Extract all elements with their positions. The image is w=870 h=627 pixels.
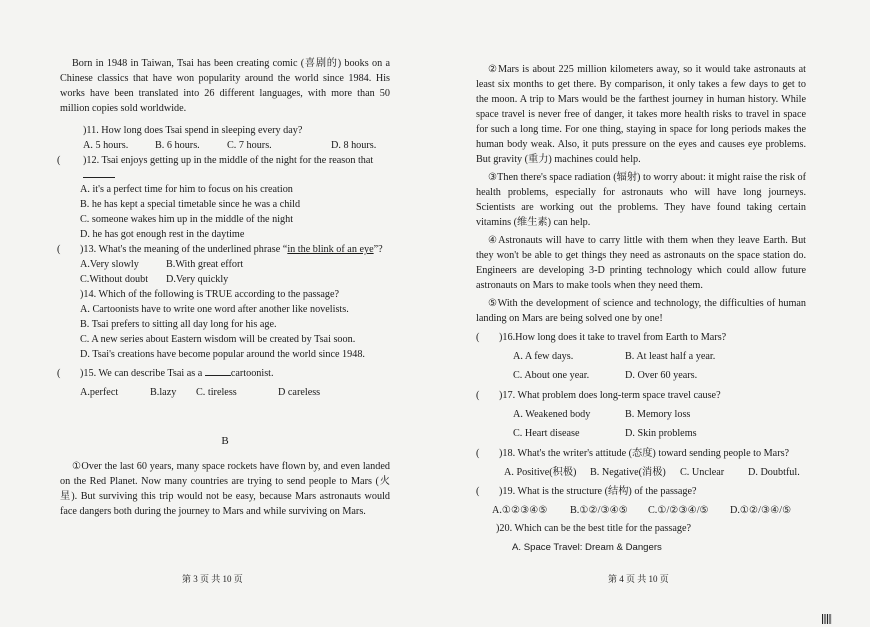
q16-options-row-1: [476, 349, 806, 364]
q18-option-c: C. Unclear: [680, 467, 725, 478]
q12-option-d: D. he has got enough rest in the daytime: [80, 229, 245, 240]
right-content: [476, 62, 806, 555]
q17-option-c: C. Heart disease: [513, 428, 580, 439]
question-16: [476, 330, 806, 345]
q20-option-a: A. Space Travel: Dream & Dangers: [512, 542, 662, 553]
qr-code-icon: [822, 614, 832, 624]
q17-options-row-1: [476, 407, 806, 422]
q15-option-c: C. tireless: [196, 387, 237, 398]
q14-option-b: B. Tsai prefers to sitting all day long for his age.: [80, 319, 277, 330]
q13-option-d: D.Very quickly: [166, 274, 229, 285]
question-18-stem: )18. What's the writer's attitude (态度) toward sending people to Mars?: [499, 448, 790, 459]
question-19-stem: )19. What is the structure (结构) of the passage?: [499, 486, 697, 497]
question-12: [57, 153, 390, 168]
question-17: [476, 388, 806, 403]
q19-option-c: C.①/②③④/⑤: [648, 505, 709, 516]
passage-b-paragraph-3: ③Then there's space radiation (辐射) to worry about: it might raise the risk of health problems, especially for astronauts who will have long journeys. Scientists are working out the problems. They have found taking certain vitamins (维生素) can help.: [476, 172, 806, 228]
q14-option-c: C. A new series about Eastern wisdom will be created by Tsai soon.: [80, 334, 356, 345]
q18-option-d: D. Doubtful.: [748, 467, 800, 478]
q19-option-d: D.①②/③④/⑤: [730, 505, 792, 516]
question-20-stem: )20. Which can be the best title for the passage?: [496, 523, 691, 534]
left-content: [57, 56, 390, 519]
q16-paren: (: [476, 332, 480, 343]
passage-b-paragraph-4: ④Astronauts will have to carry little with them when they leave Earth. But they won't be able to get things they need as astronauts on the space station do. Engineers are developing 3-D printing technology which could allow future astronauts on Mars to make tools when they need them.: [476, 235, 806, 291]
q12-answer-blank: [60, 168, 390, 182]
question-15-stem: [80, 366, 274, 381]
q11-option-d: D. 8 hours.: [331, 140, 377, 151]
passage-b-paragraph-5: ⑤With the development of science and technology, the difficulties of human landing on Mars are being solved one by one!: [476, 298, 806, 324]
q16-option-b: B. At least half a year.: [625, 351, 716, 362]
q15-paren: (: [57, 368, 61, 379]
q12-option-b: B. he has kept a special timetable since he was a child: [80, 199, 301, 210]
q12-paren: (: [57, 155, 61, 166]
q18-options: [476, 465, 806, 480]
q19-paren: (: [476, 486, 480, 497]
question-16-stem: )16.How long does it take to travel from Earth to Mars?: [499, 332, 727, 343]
q13-underlined-phrase: in the blink of an eye: [287, 244, 374, 255]
q15-option-b: B.lazy: [150, 387, 177, 398]
q13-stem-pre: )13. What's the meaning of the underlined phrase “: [80, 244, 288, 255]
q13-option-a: A.Very slowly: [80, 259, 139, 270]
q17-options-row-2: [476, 426, 806, 441]
q17-option-b: B. Memory loss: [625, 409, 691, 420]
passage-a-paragraph: Born in 1948 in Taiwan, Tsai has been creating comic (喜剧的) books on a Chinese classics that have won popularity around the world since 1984. His works have been translated into 26 different languages, with more than 50 million copies sold worldwide.: [60, 58, 390, 114]
q15-option-d: D careless: [278, 387, 321, 398]
q19-option-b: B.①②/③④⑤: [570, 505, 628, 516]
q15-stem-post: cartoonist.: [230, 368, 274, 379]
q18-option-b: B. Negative(消极): [590, 467, 666, 478]
q12-blank-line: [83, 168, 115, 178]
question-13: [57, 242, 390, 257]
q11-option-b: B. 6 hours.: [155, 140, 200, 151]
q16-option-d: D. Over 60 years.: [625, 370, 698, 381]
question-11-stem: )11. How long does Tsai spend in sleeping every day?: [83, 125, 303, 136]
question-11-options: [60, 138, 390, 153]
q11-option-a: A. 5 hours.: [83, 140, 129, 151]
q17-option-d: D. Skin problems: [625, 428, 697, 439]
q15-options: [60, 385, 390, 400]
question-15: [57, 366, 390, 381]
q17-paren: (: [476, 390, 480, 401]
q19-option-a: A.①②③④⑤: [492, 505, 548, 516]
passage-b-paragraph-1: ①Over the last 60 years, many space rockets have flown by, and even landed on the Red Planet. Now many countries are trying to send people to Mars (火星). But surviving this trip would not be easy, because Mars astronauts would face dangers both during the journey to Mars and while surviving on Mars.: [60, 461, 390, 517]
q18-paren: (: [476, 448, 480, 459]
q16-options-row-2: [476, 368, 806, 383]
q15-stem-pre: )15. We can describe Tsai as a: [80, 368, 205, 379]
question-19: [476, 484, 806, 499]
q19-options: [476, 503, 806, 518]
q14-option-d: D. Tsai's creations have become popular around the world since 1948.: [80, 349, 365, 360]
question-13-stem: [80, 242, 383, 257]
q14-option-a: A. Cartoonists have to write one word after another like novelists.: [80, 304, 349, 315]
q18-option-a: A. Positive(积极): [504, 467, 577, 478]
passage-b-paragraph-2: ②Mars is about 225 million kilometers away, so it would take astronauts at least six months to get there. By comparison, it only takes a few days to get to the moon. A trip to Mars would be the farthest journey in human history. While space travel is never free of danger, it takes more health risks to travel in space for such a long time. For one thing, staying in space for long periods makes the human body weak. Also, it puts pressure on the eyes and causes eye problems. But gravity (重力) machines could help.: [476, 64, 806, 165]
q12-option-a: A. it's a perfect time for him to focus on his creation: [80, 184, 293, 195]
q13-option-b: B.With great effort: [166, 259, 244, 270]
question-14-stem: )14. Which of the following is TRUE according to the passage?: [80, 289, 340, 300]
q13-paren: (: [57, 244, 61, 255]
q16-option-c: C. About one year.: [513, 370, 590, 381]
left-page-footer: 第 3 页 共 10 页: [182, 574, 243, 584]
q13-options-row-2: [60, 272, 390, 287]
q13-stem-post: ”?: [373, 244, 383, 255]
section-b-heading: B: [221, 435, 229, 447]
question-17-stem: )17. What problem does long-term space travel cause?: [499, 390, 721, 401]
q15-blank-line: [205, 366, 231, 376]
q11-option-c: C. 7 hours.: [227, 140, 272, 151]
q13-option-c: C.Without doubt: [80, 274, 149, 285]
q13-options-row-1: [60, 257, 390, 272]
q12-option-c: C. someone wakes him up in the middle of the night: [80, 214, 294, 225]
q17-option-a: A. Weakened body: [513, 409, 591, 420]
question-18: [476, 446, 806, 461]
question-12-stem: )12. Tsai enjoys getting up in the middle of the night for the reason that: [83, 155, 374, 166]
q15-option-a: A.perfect: [80, 387, 119, 398]
q16-option-a: A. A few days.: [513, 351, 574, 362]
right-page-footer: 第 4 页 共 10 页: [608, 574, 669, 584]
